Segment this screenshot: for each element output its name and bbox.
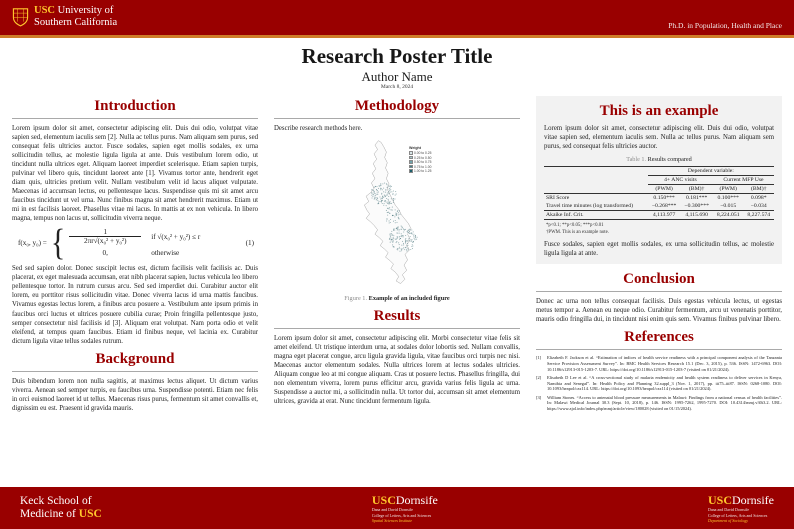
malawi-map — [332, 138, 462, 288]
table-col-header: (BM)† — [688, 186, 705, 193]
background-paragraph: Duis bibendum lorem non nulla sagittis, at maximus lectus aliquet. Ut dictum varius viverra. Aenean sed semper turpis, eu faucibus urna. Suspendisse potenti. Etiam nec felis in orci euismod laoreet id ut tellus. Maecenas risus purus, fermentum sit amet convallis et, dignissim eu est. Praesent id gravida mauris. — [12, 377, 258, 412]
table-row: Travel time minutes (log transformed) −0.268*** −0.300*** −0.015 −0.034 — [546, 203, 767, 210]
heading-rule — [536, 349, 782, 350]
keck-logo — [20, 495, 102, 521]
table-row: SRI Score 0.150*** 0.181*** 0.100*** 0.098* — [544, 194, 774, 203]
legend-entry: 0.25 to 0.50 — [414, 155, 432, 160]
table-col-header: (BM)† — [750, 186, 767, 193]
keck-usc: USC — [78, 508, 102, 520]
figure-caption-label: Figure 1. — [344, 295, 368, 303]
heading-rule — [12, 118, 258, 119]
equation-1: f(x₀, y₀) = { $\frac{1}{\text{2πr√(x₀² + y₀²)}}$ if √(x₀² + y₀²) ≤ r 0, otherwise (1) — [18, 221, 254, 263]
example-heading: This is an example — [599, 103, 719, 119]
equation-value-2: 0, — [102, 249, 108, 258]
usc-wordmark — [34, 5, 117, 29]
table-depvar-header: Dependent variable: — [648, 167, 774, 176]
legend-title: Weight — [409, 146, 421, 151]
table-footnote-significance: *p<0.1; **p<0.05; ***p<0.01 — [546, 223, 604, 229]
example-highlight-box — [536, 96, 782, 264]
reference-item: [2] Elisabeth D Lee et al. “A cross-sectional study of malaria endemicity and health system readiness to deliver services in Kenya, Namibia and Senegal”. In: Health Policy and Planning 32.suppl_3 (Nov. 1, 2017), pp. iii75–iii87. ISSN: 0268-1080. DOI: 10.1093/heapol/czx114. URL: https://doi.org/10.1093/heapol/czx114 (visited on 01/21/2024). — [536, 374, 782, 392]
references-heading: References — [624, 329, 694, 346]
legend-entry: 1.00 to 1.25 — [414, 169, 432, 174]
table-col-header: (PWM) — [719, 186, 737, 193]
column-left — [12, 96, 258, 485]
keck-line2: Medicine of — [20, 508, 79, 520]
figure-legend — [409, 146, 431, 174]
table-col-header: (PWM) — [655, 186, 673, 193]
table-footnote-dagger: †PWM. This is an example note. — [546, 229, 609, 235]
dornsife-logo-right: USCDornsife Dana and David Dornsife College of Letters, Arts and Sciences Department of Sociology — [707, 492, 774, 523]
equation-condition-1: if √(x₀² + y₀²) ≤ r — [151, 232, 201, 241]
conclusion-heading: Conclusion — [623, 271, 695, 288]
keck-line1: Keck School of — [20, 495, 92, 508]
legend-entry: 0.50 to 0.75 — [414, 160, 432, 165]
legend-swatch — [409, 160, 413, 164]
methodology-paragraph: Describe research methods here. — [274, 125, 363, 132]
legend-entry: 0.75 to 1.00 — [414, 164, 432, 169]
introduction-heading: Introduction — [94, 98, 176, 114]
results-table — [544, 166, 774, 220]
column-right — [536, 96, 782, 485]
poster-body — [0, 96, 794, 485]
heading-rule — [12, 371, 258, 372]
program-name: Ph.D. in Population, Health and Place — [668, 21, 782, 30]
introduction-paragraph-1: Lorem ipsum dolor sit amet, consectetur adipiscing elit. Duis dui odio, volutpat vitae sapien sed, elementum iaculis sem [2]. Nulla ac tellus purus. Nam aliquam sem purus, sed consequat felis ultricies auctor. Fusce sodales, sapien eget mollis sodales, ex urna sollicitudin tellus, ac molestie ligula ligula at ante. Duis vestibulum lorem odio, ut tincidunt nulla ultrices eget. Aliquam laoreet imperdiet scelerisque. Etiam sapien turpis, pulvinar vel libero quis, tincidunt laoreet ante [1]. Vivamus tortor ante, hendrerit eget diam quis, ultricies pretium velit. Nullam vestibulum velit id lacus aliquet vulputate. Maecenas id accumsan lectus, eu pellentesque lacus. Suspendisse quis mi sit amet arcu faucibus tincidunt ut vel urna. Nunc finibus magna sit amet hendrerit maximus. Etiam ut mi in est facilisis laoreet. Phasellus vitae mi lacus. In mattis at ex non vehicula. In libero magna, tempus non lacus ut, sollicitudin viverra neque. — [12, 125, 258, 223]
header-banner — [0, 0, 794, 38]
table-caption-label: Table 1. — [626, 156, 647, 164]
usc-logo — [12, 5, 117, 29]
poster-author: Author Name — [361, 68, 433, 84]
equation-number: (1) — [245, 238, 254, 247]
title-block — [0, 45, 794, 90]
equation-lhs: f(x₀, y₀) = — [18, 238, 47, 247]
references-list — [536, 355, 782, 411]
reference-item: [3] William Stones. “Access to antenatal blood pressure measurements in Malawi: Findings from a national census of health facilities”. In: Malawi Medical Journal 30.3 (Sept. 10, 2018), p. 146. ISSN: 1995-7262, 1995-7270. DOI: 10.4314/mmj.v30i3.2. URL: https://www.ajol.info/index.php/mmj/article/view/180028 (visited on 01/15/2024). — [536, 394, 782, 411]
introduction-paragraph-2: Sed sed sapien dolor. Donec suscipit lectus est, dictum facilisis velit facilisis ac. Duis placerat, ex eget malesuada accumsan, erat nibh placerat sapien, luctus vehicula leo libero pellentesque tortor. In rutrum cursus arcu. Sed sed imperdiet dui. Curabitur auctor elit lorem, eu porttitor risus sollicitudin vitae. Donec viverra lacus id urna mattis faucibus. Vivamus egestas lectus lorem, a finibus arcu posuere a. Vestibulum ante ipsum primis in faucibus orci luctus et ultrices posuere cubilia curae; Proin fringilla pellentesque justo, semper consectetur nisl facilisis id [3]. Aliquam erat volutpat. Nam porta odio et velit eleifend, at tempus quam faucibus. Etiam id finibus neque, vel lacinia ex. Curabitur dictum ligula vitae tellus sodales rutrum. — [12, 265, 258, 345]
legend-swatch — [409, 165, 413, 169]
heading-rule — [274, 328, 520, 329]
figure-caption — [274, 295, 520, 302]
table-row: Akaike Inf. Crit. 4,113.977 4,115.690 8,224.051 8,227.574 — [544, 211, 774, 220]
legend-swatch — [409, 151, 413, 155]
figure-caption-text: Example of an included figure — [368, 295, 450, 303]
heading-rule — [274, 118, 520, 119]
column-middle — [274, 96, 520, 485]
usc-wordmark-line2: Southern California — [34, 16, 118, 28]
table-group-header: Current MFP Use — [713, 176, 774, 185]
figure-1-map — [297, 138, 497, 293]
usc-shield-icon — [12, 7, 29, 27]
equation-cases — [69, 228, 200, 257]
usc-wordmark-line1: University of — [55, 5, 114, 16]
table-caption-text: Results compared — [647, 156, 692, 164]
table-group-header: 4+ ANC visits — [648, 176, 713, 185]
example-paragraph-2: Fusce sodales, sapien eget mollis sodales, ex urna sollicitudin tellus, ac molestie ligula ligula at ante. — [544, 241, 774, 258]
footer-banner — [0, 487, 794, 529]
table-caption — [544, 156, 774, 163]
legend-entry: 0.00 to 0.25 — [414, 151, 432, 156]
usc-wordmark-usc: USC — [34, 5, 56, 16]
legend-swatch — [409, 156, 413, 160]
results-heading: Results — [373, 308, 421, 325]
conclusion-paragraph: Donec ac urna non tellus consequat facilisis. Duis egestas vehicula lectus, ut egestas metus tempor a. Aenean eu neque odio. Curabitur fermentum, arcu ut venenatis porttitor, mauris odio fringilla dui, in tincidunt nisi enim quis sem. Vivamus finibus pulvinar libero. — [536, 298, 782, 324]
equation-condition-2: otherwise — [151, 249, 180, 258]
dornsife-logo-center: USCDornsife Dana and David Dornsife College of Letters, Arts and Sciences Spatial Sciences Institute — [371, 492, 438, 523]
heading-rule — [536, 291, 782, 292]
background-heading: Background — [95, 350, 175, 367]
example-paragraph-1: Lorem ipsum dolor sit amet, consectetur adipiscing elit. Duis dui odio, volutpat vitae sapien sed, elementum iaculis sem. Nulla ac tellus purus. Nam aliquam sem purus, sed consequat felis ultricies auctor. — [544, 125, 774, 151]
legend-swatch — [409, 169, 413, 173]
equation-fraction: $\frac{1}{\text{2πr√(x₀² + y₀²)}}$ — [69, 228, 141, 245]
poster-date: March 8, 2024 — [380, 84, 414, 91]
methodology-heading: Methodology — [354, 98, 440, 114]
results-paragraph: Lorem ipsum dolor sit amet, consectetur adipiscing elit. Morbi consectetur vitae felis sit amet eleifend. Ut tristique interdum urna, at sodales dolor lobortis sed. Nullam convallis, magna eget placerat congue, arcu ligula gravida ligula, vitae faucibus orci turpis nec nisi. Maecenas auctor elementum sodales. Nulla ultrices lorem at lectus sodales ultricies. Aliquam congue leo at mi congue aliquam. Cras ut posuere lectus. Phasellus fringilla, dui non elementum viverra, lorem purus efficitur arcu, gravida varius felis ligula ac urna. Suspendisse a auctor mi, a sollicitudin nulla. Ut tortor dui, accumsan sit amet elementum ultrices, gravida at erat. Nunc tincidunt fermentum ligula. — [274, 335, 520, 406]
poster-title: Research Poster Title — [301, 44, 493, 68]
table-footnotes — [546, 223, 774, 236]
reference-item: [1] Elizabeth F. Jackson et al. “Estimation of indices of health service readiness with a principal component analysis of the Tanzania Service Provision Assessment Survey”. In: BMC Health Services Research 15.1 (Dec. 3, 2015), p. 536. ISSN: 1472-6963. DOI: 10.1186/s12913-015-1203-7. URL: https://doi.org/10.1186/s12913-015-1203-7 (visited on 01/21/2024). — [536, 355, 782, 372]
